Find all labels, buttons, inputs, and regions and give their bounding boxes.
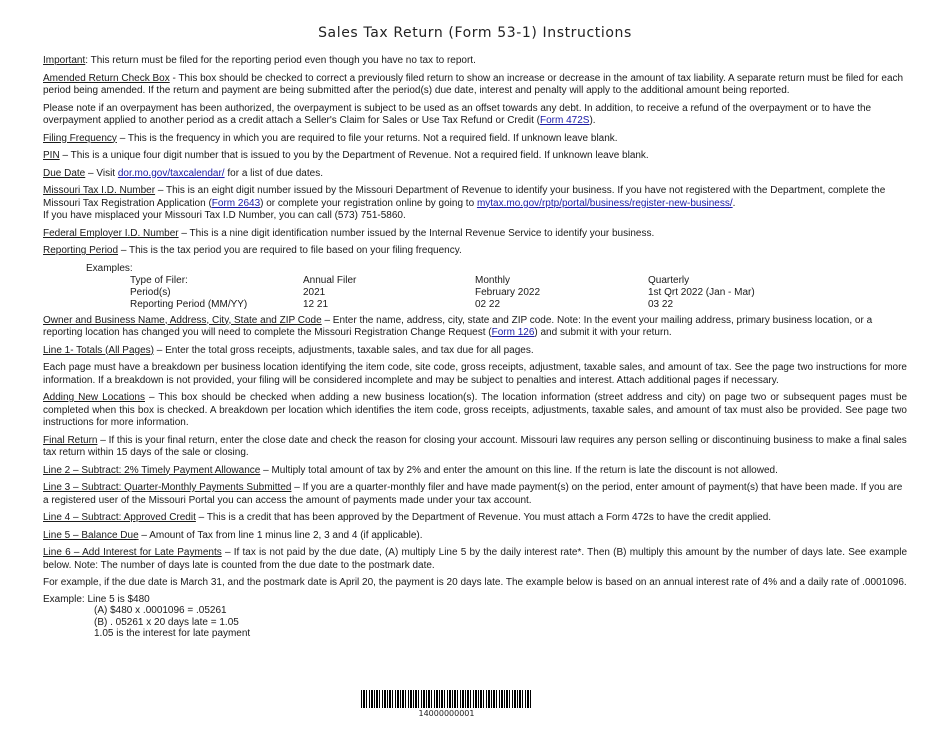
line2-text: – Multiply total amount of tax by 2% and enter the amount on this line. If the return is late the discount is not allowed. xyxy=(260,464,778,476)
important-text: : This return must be filed for the reporting period even though you have no tax to report. xyxy=(85,55,476,66)
final-return-label: Final Return xyxy=(43,434,98,446)
register-business-link[interactable]: mytax.mo.gov/rptp/portal/business/register-new-business/ xyxy=(476,197,733,209)
reporting-period-label: Reporting Period xyxy=(43,245,119,256)
overpayment-para xyxy=(43,103,907,128)
barcode-image xyxy=(361,690,532,708)
interest-example xyxy=(43,594,907,640)
line5-text: – Amount of Tax from line 1 minus line 2, 3 and 4 (if applicable). xyxy=(138,529,423,541)
examples-cell: Reporting Period (MM/YY) xyxy=(130,298,248,310)
new-locations-label: Adding New Locations xyxy=(43,392,145,403)
example-para: For example, if the due date is March 31, and the postmark date is April 20, the payment is 20 days late. The example below is based on an annual interest rate of 4% and a daily rate of .0001096. xyxy=(43,577,907,588)
line4-text: – This is a credit that has been approved by the Department of Revenue. You must attach a Form 472s to have the credit applied. xyxy=(195,512,772,523)
calc-line: (B) . 05261 x 20 days late = 1.05 xyxy=(94,616,239,628)
form-472s-link[interactable]: Form 472S xyxy=(539,115,590,126)
filing-frequency-text: – This is the frequency in which you are required to file your returns. Not a required field. If unknown leave blank. xyxy=(116,132,618,144)
line6-para xyxy=(43,547,907,572)
examples-cell: Period(s) xyxy=(130,286,171,298)
examples-label: Examples: xyxy=(86,262,133,274)
line1-label: Line 1- Totals (All Pages) xyxy=(43,344,154,356)
owner-para xyxy=(43,315,907,340)
line5-para xyxy=(43,530,907,543)
amended-label: Amended Return Check Box xyxy=(43,72,170,84)
new-locations-text: – This box should be checked when adding a new business location(s). The location information (street address and city) on page two or subsequent pages must be completed when this box is checked. A breakdown per location which identifies the item code, gross receipts, adjustments, taxable sales, and amount of tax must also be provided. See page two instructions for more information. xyxy=(43,392,907,428)
fein-label: Federal Employer I.D. Number xyxy=(43,227,179,239)
filing-frequency-para xyxy=(43,133,907,146)
examples-cell: 02 22 xyxy=(475,298,501,310)
examples-cell: Type of Filer: xyxy=(130,274,188,286)
reporting-period-para xyxy=(43,245,907,258)
fein-text: – This is a nine digit identification number issued by the Internal Revenue Service to identify your business. xyxy=(178,227,655,239)
instructions-body xyxy=(43,55,907,640)
due-date-text: – Visit xyxy=(85,167,118,179)
examples-cell: Quarterly xyxy=(648,274,690,286)
line3-para xyxy=(43,482,907,507)
line5-label: Line 5 – Balance Due xyxy=(43,529,139,541)
line1-para xyxy=(43,345,907,358)
form-126-link[interactable]: Form 126 xyxy=(491,327,535,338)
examples-cell: 03 22 xyxy=(648,298,674,310)
owner-label: Owner and Business Name, Address, City, State and ZIP Code xyxy=(43,314,322,326)
mo-tax-id-line2: If you have misplaced your Missouri Tax I.D Number, you can call (573) 751-5860. xyxy=(43,210,406,221)
mo-tax-id-label: Missouri Tax I.D. Number xyxy=(43,185,156,196)
overpayment-after: ). xyxy=(589,115,596,126)
calc-line: 1.05 is the interest for late payment xyxy=(94,628,251,639)
examples-grid xyxy=(43,275,907,311)
examples-cell: 2021 xyxy=(303,286,326,298)
line4-label: Line 4 – Subtract: Approved Credit xyxy=(43,512,196,523)
mo-tax-id-text3: . xyxy=(732,197,736,209)
examples-cell: 12 21 xyxy=(303,298,329,310)
pin-para xyxy=(43,150,907,163)
pin-text: – This is a unique four digit number that is issued to you by the Department of Revenue. Not a required field. If unknown leave blank. xyxy=(59,150,649,161)
line1-text: – Enter the total gross receipts, adjustments, taxable sales, and tax due for all pages. xyxy=(153,344,534,356)
mo-tax-id-text2: ) or complete your registration online by going to xyxy=(260,197,477,209)
new-locations-para xyxy=(43,392,907,430)
form-2643-link[interactable]: Form 2643 xyxy=(211,197,261,209)
final-return-text: – If this is your final return, enter the close date and check the reason for closing your account. Missouri law requires any person selling or discontinuing business to make a final sales tax return within 15 days of the sale or closing. xyxy=(43,434,907,458)
calc-line: Example: Line 5 is $480 xyxy=(43,593,150,605)
line6-label: Line 6 – Add Interest for Late Payments xyxy=(43,547,222,558)
examples-cell: 1st Qrt 2022 (Jan - Mar) xyxy=(648,286,755,298)
examples-table xyxy=(43,263,907,311)
due-date-label: Due Date xyxy=(43,167,86,179)
examples-cell: Annual Filer xyxy=(303,274,357,286)
pin-label: PIN xyxy=(43,150,60,161)
amended-text: - This box should be checked to correct a previously filed return to show an increase or decrease in the amount of tax liability. A separate return must be filed for each period being amended. If the return and payment are being submitted after the period(s) due date, interest and penalty will apply to the additional amount being reported. xyxy=(43,72,904,96)
line3-text: – If you are a quarter-monthly filer and have made payment(s) on the period, enter amount of payment(s) that have been made. If you are a registered user of the Missouri Portal you can access the amount of payments made under your tax account. xyxy=(43,482,903,506)
calc-line: (A) $480 x .0001096 = .05261 xyxy=(94,605,227,616)
mo-tax-id-text1: – This is an eight digit number issued by the Missouri Department of Revenue to identify your business. If you have not registered with the Department, complete the Missouri Tax Registration Application ( xyxy=(43,185,886,209)
owner-text: – Enter the name, address, city, state and ZIP code. Note: In the event your mailing address, primary business location, or a reporting location has changed you will need to complete the Missouri Registration Change Request ( xyxy=(43,314,873,338)
important-label: Important xyxy=(43,55,86,66)
final-return-para xyxy=(43,435,907,460)
filing-frequency-label: Filing Frequency xyxy=(43,132,117,144)
amended-para xyxy=(43,73,907,98)
line3-label: Line 3 – Subtract: Quarter-Monthly Payments Submitted xyxy=(43,482,292,493)
overpayment-text: Please note if an overpayment has been authorized, the overpayment is subject to be used as an offset towards any debt. In addition, to receive a refund of the overpayment or to have the overpayment applied to another period as a credit attach a Seller's Claim for Sales or Use Tax Refund or Credit ( xyxy=(43,102,872,126)
line2-label: Line 2 – Subtract: 2% Timely Payment Allowance xyxy=(43,464,261,476)
important-para xyxy=(43,55,907,68)
due-date-para xyxy=(43,168,907,181)
owner-after: ) and submit it with your return. xyxy=(534,327,672,338)
due-date-after: for a list of due dates. xyxy=(224,167,323,179)
mo-tax-id-para xyxy=(43,185,907,223)
line6-text: – If tax is not paid by the due date, (A) multiply Line 5 by the daily interest rate*. Then (B) multiply this amount by the number of days late. See example below. Note: The number of days late is counted from the due date to the postmark date. xyxy=(43,547,908,571)
reporting-period-text: – This is the tax period you are required to file based on your filing frequency. xyxy=(118,245,462,256)
page-title: Sales Tax Return (Form 53-1) Instructions xyxy=(318,25,632,41)
line4-para xyxy=(43,512,907,525)
examples-cell: Monthly xyxy=(475,274,511,286)
examples-cell: February 2022 xyxy=(475,286,541,298)
fein-para xyxy=(43,228,907,241)
breakdown-para: Each page must have a breakdown per business location identifying the item code, site code, gross receipts, adjustment, taxable sales, and amount of tax. See the page two instructions for more information. If a breakdown is not provided, your filing will be considered incomplete and may be subject to penalties and interest. Attach additional pages if necessary. xyxy=(43,362,907,386)
line2-para xyxy=(43,465,907,478)
barcode-number: 14000000001 xyxy=(418,709,475,718)
tax-calendar-link[interactable]: dor.mo.gov/taxcalendar/ xyxy=(117,167,225,179)
